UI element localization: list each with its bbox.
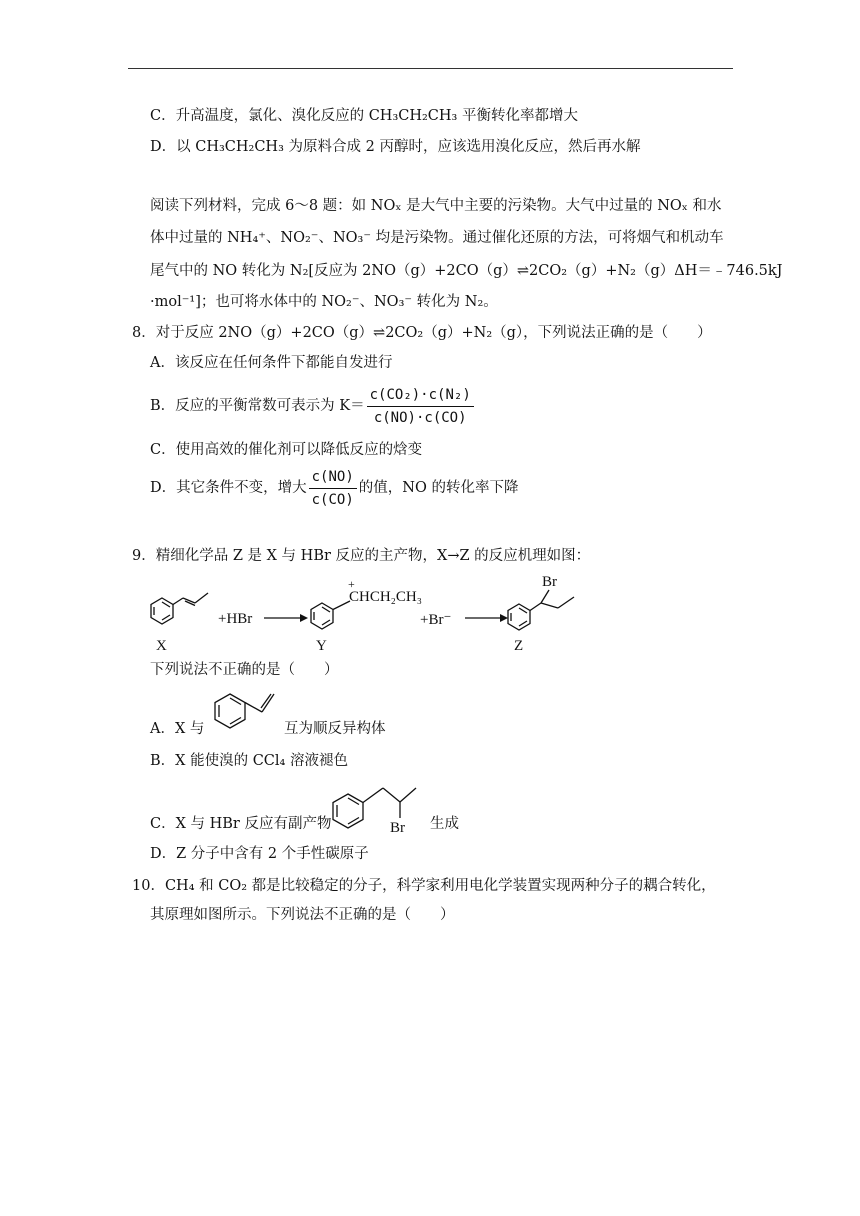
header-rule	[128, 68, 733, 69]
fraction-denominator: c(CO)	[311, 491, 354, 508]
q8-option-c: C．使用高效的催化剂可以降低反应的焓变	[150, 442, 423, 458]
q9-option-a-suffix: 互为顺反异构体	[284, 721, 386, 737]
q7-option-c: C．升高温度，氯化、溴化反应的 CH₃CH₂CH₃ 平衡转化率都增大	[150, 108, 578, 124]
fraction-denominator: c(NO)·c(CO)	[373, 409, 467, 426]
material-line-2: 体中过量的 NH₄⁺、NO₂⁻、NO₃⁻ 均是污染物。通过催化还原的方法，可将烟气和机动车	[150, 230, 724, 246]
compound-z-label: Z	[514, 638, 524, 654]
q10-stem-line-1: 10．CH₄ 和 CO₂ 都是比较稳定的分子，科学家利用电化学装置实现两种分子的耦合转化，	[132, 878, 716, 894]
byproduct-structure	[328, 778, 438, 838]
material-line-3: 尾气中的 NO 转化为 N₂[反应为 2NO（g）+2CO（g）⇌2CO₂（g）+N₂（g）ΔH＝﹣746.5kJ	[150, 263, 783, 279]
ratio-fraction	[309, 467, 357, 510]
q8-option-d-prefix: D．其它条件不变，增大	[150, 480, 307, 496]
byproduct-bromine-label: Br	[390, 820, 405, 836]
q9-prompt: 下列说法不正确的是（ ）	[150, 662, 339, 678]
compound-x-label: X	[156, 638, 167, 654]
q7-option-d: D．以 CH₃CH₂CH₃ 为原料合成 2 丙醇时，应该选用溴化反应，然后再水解	[150, 139, 641, 155]
carbocation-charge: +	[348, 577, 355, 591]
q8-stem: 8．对于反应 2NO（g）+2CO（g）⇌2CO₂（g）+N₂（g），下列说法正确的是（ ）	[132, 325, 712, 341]
q9-option-c-suffix: 生成	[430, 816, 459, 832]
q9-option-c-prefix: C．X 与 HBr 反应有副产物	[150, 816, 332, 832]
equilibrium-constant-fraction	[367, 385, 474, 428]
bromide-ion-label: +Br⁻	[420, 612, 452, 628]
q9-stem: 9．精细化学品 Z 是 X 与 HBr 反应的主产物，X→Z 的反应机理如图：	[132, 548, 591, 564]
q9-option-a-prefix: A．X 与	[150, 721, 205, 737]
q8-option-b	[150, 384, 476, 428]
q8-option-d-suffix: 的值，NO 的转化率下降	[358, 480, 519, 496]
compound-y-label: Y	[316, 638, 327, 654]
material-line-4: ·mol⁻¹]；也可将水体中的 NO₂⁻、NO₃⁻ 转化为 N₂。	[150, 294, 498, 310]
bromine-atom-label: Br	[542, 574, 557, 590]
q10-stem-line-2: 其原理如图所示。下列说法不正确的是（ ）	[150, 907, 455, 923]
fraction-numerator: c(CO₂)·c(N₂)	[367, 385, 474, 407]
material-line-1: 阅读下列材料，完成 6～8 题：如 NOₓ 是大气中主要的污染物。大气中过量的 NOₓ 和水	[150, 198, 722, 214]
q8-option-a: A．该反应在任何条件下都能自发进行	[150, 355, 393, 371]
hbr-reagent-label: +HBr	[218, 611, 253, 627]
q8-option-b-text: B．反应的平衡常数可表示为 K＝	[150, 398, 365, 414]
fraction-numerator: c(NO)	[309, 467, 357, 489]
q9-option-b: B．X 能使溴的 CCl₄ 溶液褪色	[150, 753, 348, 769]
q8-option-d	[150, 466, 518, 510]
carbocation-chain-label: CHCH₂CH₃	[349, 589, 422, 605]
q9-option-d: D．Z 分子中含有 2 个手性碳原子	[150, 846, 369, 862]
reaction-mechanism-scheme	[140, 568, 600, 658]
cis-isomer-structure	[206, 690, 296, 740]
